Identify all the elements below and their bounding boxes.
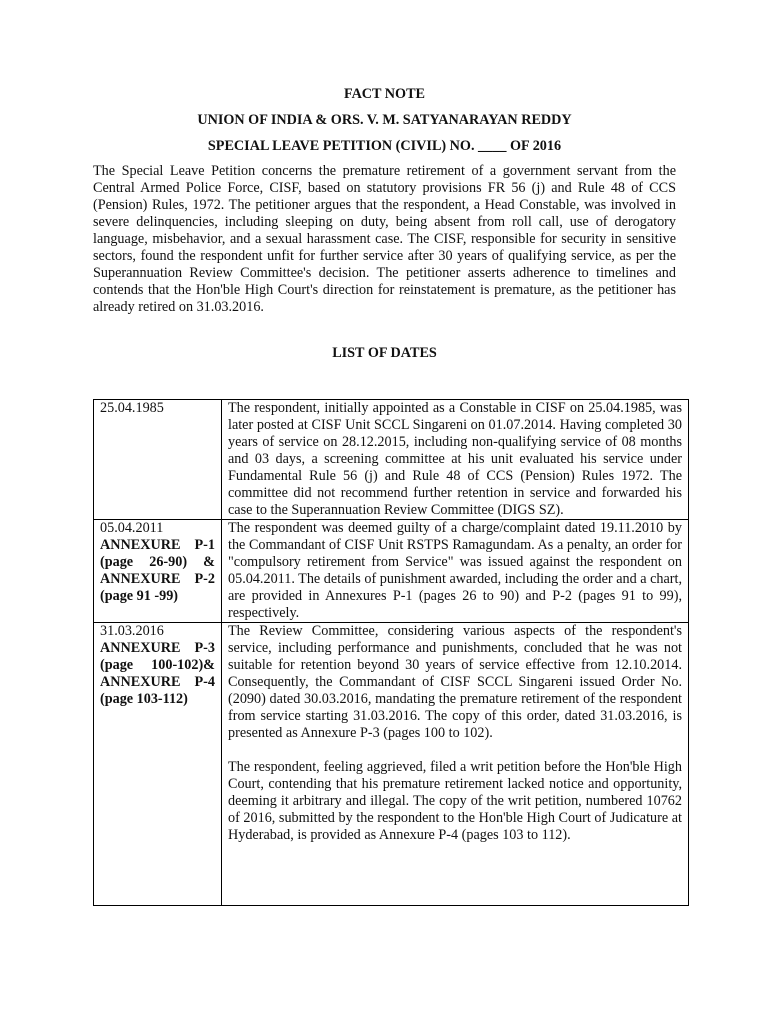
date-cell xyxy=(94,623,222,906)
event-description-cell xyxy=(222,520,689,623)
event-paragraph: The respondent, feeling aggrieved, filed a writ petition before the Hon'ble High Court, contending that his premature retirement lacked notice and opportunity, deeming it arbitrary and illegal. The copy of the writ petition, numbered 10762 of 2016, submitted by the respondent to the Hon'ble High Court of Judicature at Hyderabad, is provided as Annexure P-4 (pages 103 to 112). xyxy=(228,759,682,843)
event-description-cell xyxy=(222,623,689,906)
table-row xyxy=(94,520,689,623)
annexure-reference: ANNEXURE P-1 (page 26-90) & ANNEXURE P-2 (page 91 -99) xyxy=(100,537,215,604)
annexure-reference: ANNEXURE P-3 (page 100-102)& ANNEXURE P-4 (page 103-112) xyxy=(100,640,215,707)
event-paragraph: The respondent, initially appointed as a Constable in CISF on 25.04.1985, was later posted at CISF Unit SCCL Singareni on 01.07.2014. Having completed 30 years of service on 28.12.2015, including non-qualifying service of 08 months and 03 days, a screening committee at his unit evaluated his service under Fundamental Rule 56 (j) and Rule 48 of CCS (Pension) Rules 1972. The committee did not recommend further retention in service and forwarded his case to the Superannuation Review Committee (DIGS SZ). xyxy=(228,400,682,518)
case-summary: The Special Leave Petition concerns the premature retirement of a government servant from the Central Armed Police Force, CISF, based on statutory provisions FR 56 (j) and Rule 48 of CCS (Pension) Rules, 1972. The petitioner argues that the respondent, a Head Constable, was involved in severe delinquencies, including sleeping on duty, being absent from roll call, use of derogatory language, misbehavior, and a sexual harassment case. The CISF, responsible for security in sensitive sectors, found the respondent unfit for further service after 30 years of qualifying service, as per the Superannuation Review Committee's decision. The petitioner asserts adherence to timelines and contends that the Hon'ble High Court's direction for reinstatement is premature, as the petitioner has already retired on 31.03.2016. xyxy=(93,163,676,315)
event-paragraph: The respondent was deemed guilty of a charge/complaint dated 19.11.2010 by the Commandant of CISF Unit RSTPS Ramagundam. As a penalty, an order for "compulsory retirement from Service" was issued against the respondent on 05.04.2011. The details of punishment awarded, including the order and a chart, are provided in Annexures P-1 (pages 26 to 90) and P-2 (pages 91 to 99), respectively. xyxy=(228,520,682,621)
date-text: 05.04.2011 xyxy=(100,520,164,536)
date-text: 31.03.2016 xyxy=(100,623,164,639)
date-cell xyxy=(94,400,222,520)
date-text: 25.04.1985 xyxy=(100,400,164,416)
case-parties: UNION OF INDIA & ORS. V. M. SATYANARAYAN REDDY xyxy=(197,112,572,128)
date-cell xyxy=(94,520,222,623)
list-of-dates-table xyxy=(93,399,689,906)
table-row xyxy=(94,400,689,520)
event-paragraph: The Review Committee, considering various aspects of the respondent's service, including performance and punishments, concluded that he was not suitable for retention beyond 30 years of service effective from 12.10.2014. Consequently, the Commandant of CISF SCCL Singareni issued Order No. (2090) dated 30.03.2016, mandating the premature retirement of the respondent from service starting 31.03.2016. The copy of this order, dated 31.03.2016, is presented as Annexure P-3 (pages 100 to 102). xyxy=(228,623,682,741)
document-body xyxy=(93,86,676,372)
table-row xyxy=(94,623,689,906)
event-description-cell xyxy=(222,400,689,520)
list-of-dates-title: LIST OF DATES xyxy=(332,345,437,361)
document-title: FACT NOTE xyxy=(343,86,426,102)
case-number: SPECIAL LEAVE PETITION (CIVIL) NO. ____ OF 2016 xyxy=(207,138,562,154)
